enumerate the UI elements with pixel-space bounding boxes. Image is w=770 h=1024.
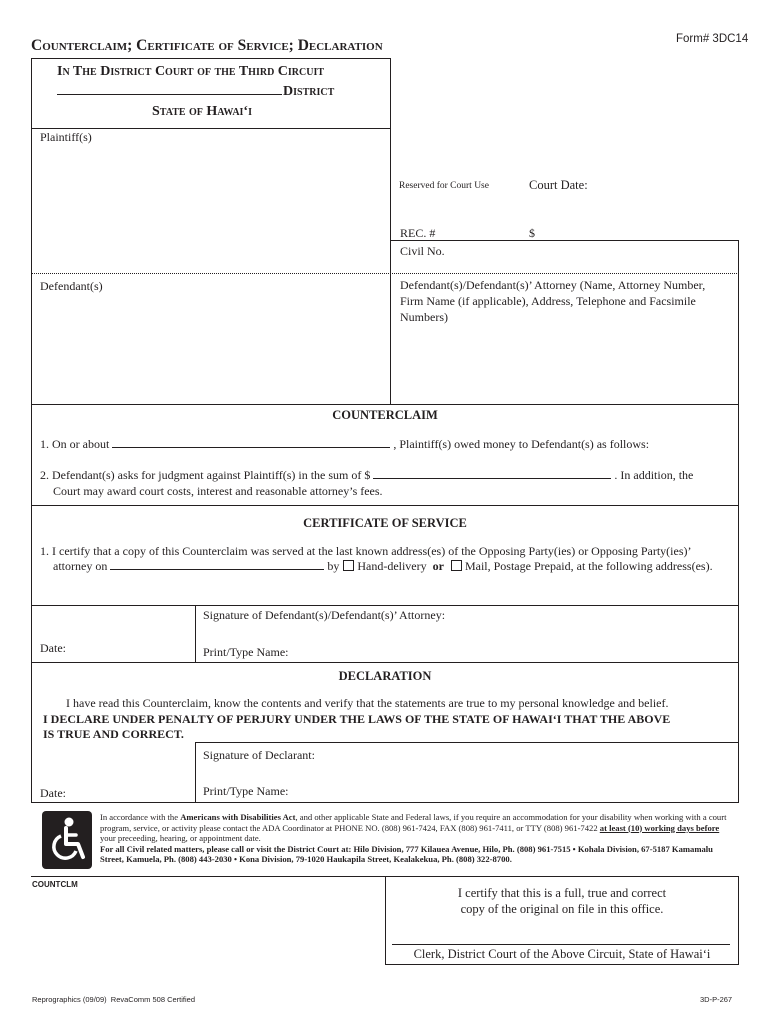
caption-top-border xyxy=(31,58,391,59)
ada-notice: In accordance with the Americans with Disabilities Act, and other applicable State and Federal laws, if you require an accommodation for your disability when working with a court program, service, or activity please contact the ADA Coordinator at PHONE NO. (808) 961-7424, FAX (808) 961-7411, or TTY (808) 961-7422 at least (10) working days before your preceeding, hearing, or appointment date. For all Civil related matters, please call or visit the District Court at: Hilo Division, 777 Kilauea Avenue, Hilo, Ph. (808) 961-7515 • Kohala Division, 67-5187 Kamamalu Street, Kamuela, Ph. (808) 443-2030 • Kona Division, 79-1020 Haukapila Street, Kealakekua, Ph. (808) 322-8700. xyxy=(100,812,727,864)
court-date-label: Court Date: xyxy=(529,178,588,192)
civil-box-right xyxy=(738,240,739,273)
rec-divider xyxy=(390,240,739,241)
declaration-text-2: I DECLARE UNDER PENALTY OF PERJURY UNDER THE LAWS OF THE STATE OF HAWAI‘I THAT THE ABOVE xyxy=(43,712,671,726)
date-blank[interactable] xyxy=(112,447,390,448)
state-label: State of Hawai‘i xyxy=(152,104,252,119)
declarant-divider xyxy=(195,742,196,802)
counterclaim-item-2: 2. Defendant(s) asks for judgment against Plaintiff(s) in the sum of $ . In addition, the xyxy=(40,468,694,482)
certify-text-1: I certify that this is a full, true and correct xyxy=(457,886,667,900)
declaration-text-3: IS TRUE AND CORRECT. xyxy=(43,727,184,741)
certificate-heading: CERTIFICATE OF SERVICE xyxy=(303,516,467,530)
civil-no-label: Civil No. xyxy=(400,244,445,258)
certificate-text-2: attorney on by Hand-delivery or Mail, Postage Prepaid, at the following address(es). xyxy=(53,559,713,573)
counterclaim-top-border xyxy=(31,404,739,405)
certify-box-bottom xyxy=(385,964,739,965)
counterclaim-heading: COUNTERCLAIM xyxy=(332,408,438,422)
center-divider xyxy=(390,58,391,405)
party-separator xyxy=(31,273,739,274)
declaration-top-border xyxy=(31,662,739,663)
clerk-label: Clerk, District Court of the Above Circuit, State of Hawai‘i xyxy=(413,947,711,961)
hand-delivery-checkbox[interactable] xyxy=(343,560,354,571)
signature-divider xyxy=(195,605,196,662)
signature-top-border xyxy=(31,605,739,606)
declaration-print-name-label: Print/Type Name: xyxy=(203,784,289,798)
district-line xyxy=(57,94,282,95)
certificate-top-border xyxy=(31,505,739,506)
clerk-signature-line[interactable] xyxy=(392,944,730,945)
declarant-signature-label: Signature of Declarant: xyxy=(203,748,315,762)
declarant-signature-top xyxy=(195,742,739,743)
reserved-label: Reserved for Court Use xyxy=(399,181,489,191)
certificate-date-label: Date: xyxy=(40,641,66,655)
form-code: COUNTCLM xyxy=(32,880,78,889)
dollar-label: $ xyxy=(529,226,535,240)
mail-checkbox[interactable] xyxy=(451,560,462,571)
caption-bottom-border xyxy=(31,128,391,129)
amount-blank[interactable] xyxy=(373,478,611,479)
reprographics-label: Reprographics (09/09) RevaComm 508 Certified xyxy=(32,995,195,1004)
attorney-info-label: Defendant(s)/Defendant(s)’ Attorney (Name, Attorney Number, Firm Name (if applicable), Address, Telephone and Facsimile Numbers) xyxy=(400,278,706,324)
certificate-text-1: 1. I certify that a copy of this Counterclaim was served at the last known address(es) of the Opposing Party(ies) or Opposing Party(ies)’ xyxy=(40,544,692,558)
declaration-heading: DECLARATION xyxy=(338,669,432,683)
defendant-label: Defendant(s) xyxy=(40,279,103,293)
counterclaim-item-2-cont: Court may award court costs, interest and reasonable attorney’s fees. xyxy=(53,484,383,498)
declaration-text-1: I have read this Counterclaim, know the contents and verify that the statements are true to my personal knowledge and belief. xyxy=(66,696,669,710)
body-left-border xyxy=(31,404,32,802)
body-right-border xyxy=(738,273,739,802)
rec-label: REC. # xyxy=(400,226,436,240)
court-name: In The District Court of the Third Circuit xyxy=(57,64,325,79)
service-date-blank[interactable] xyxy=(110,569,324,570)
ada-top-border xyxy=(31,802,739,803)
certify-text-2: copy of the original on file in this office. xyxy=(460,902,664,916)
declaration-date-label: Date: xyxy=(40,786,66,800)
form-number: Form# 3DC14 xyxy=(676,33,749,45)
left-border xyxy=(31,58,32,405)
attorney-signature-label: Signature of Defendant(s)/Defendant(s)’ Attorney: xyxy=(203,608,446,622)
district-label: District xyxy=(283,84,335,99)
wheelchair-icon xyxy=(42,811,92,869)
certificate-print-name-label: Print/Type Name: xyxy=(203,645,289,659)
counterclaim-item-1: 1. On or about , Plaintiff(s) owed money to Defendant(s) as follows: xyxy=(40,437,650,451)
document-id: 3D-P-267 xyxy=(700,995,733,1004)
plaintiff-label: Plaintiff(s) xyxy=(40,130,92,144)
form-title: Counterclaim; Certificate of Service; Declaration xyxy=(31,37,383,54)
